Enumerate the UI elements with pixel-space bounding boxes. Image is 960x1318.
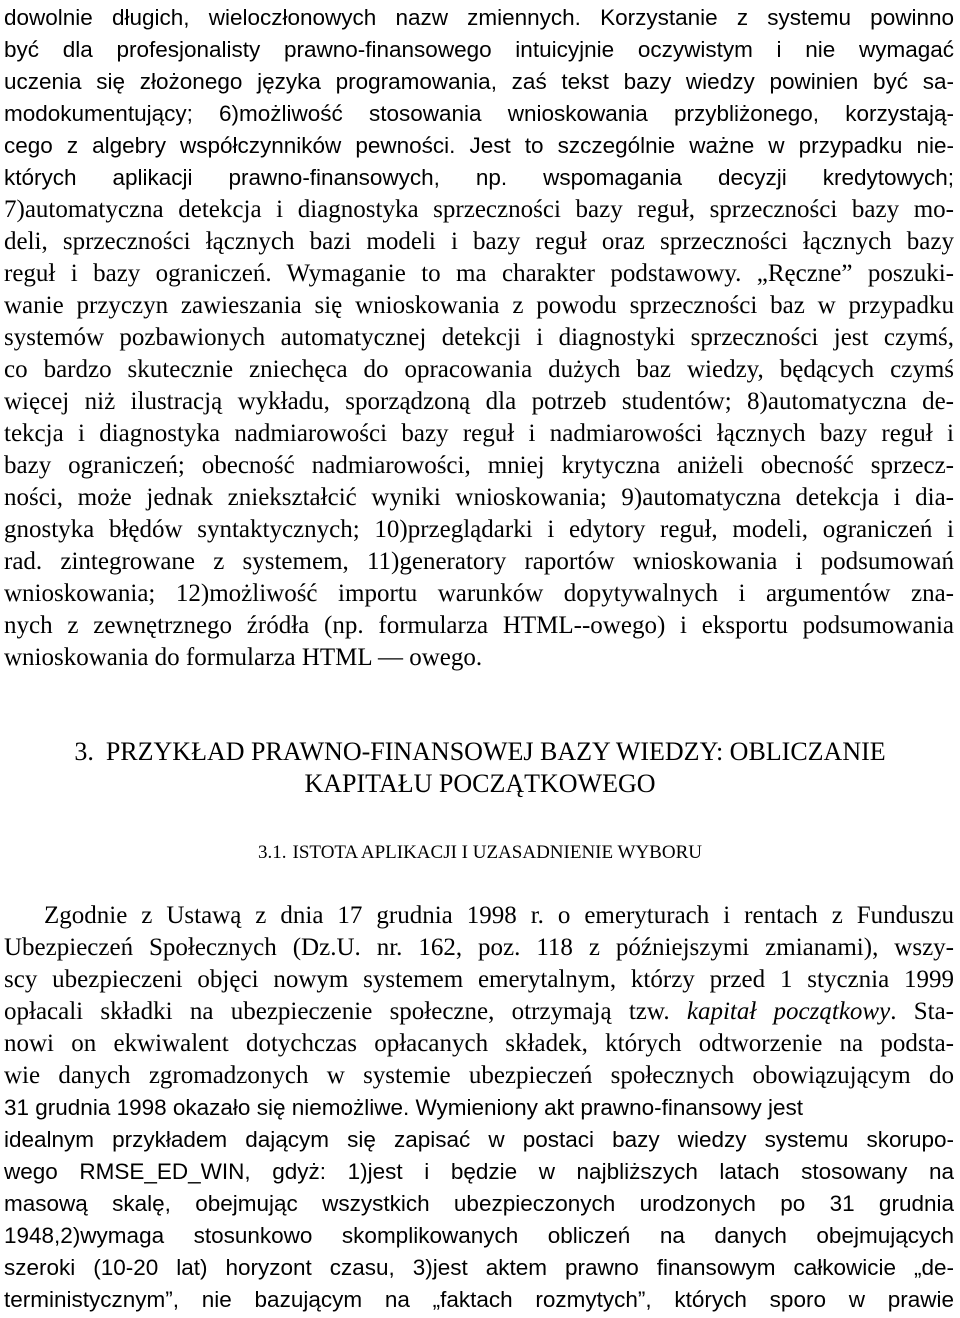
paragraph-1-line: rad. zintegrowane z systemem, 11)generatory raportów wnioskowania i podsumowań — [4, 548, 954, 575]
section-number: 3. — [74, 737, 94, 766]
paragraph-2-text: . Sta- — [890, 998, 954, 1025]
paragraph-2-line: Zgodnie z Ustawą z dnia 17 grudnia 1998 r. o emeryturach i rentach z Funduszu — [44, 902, 954, 929]
paragraph-1-line: których aplikacji prawno-finansowych, np. wspomagania decyzji kredytowych; — [4, 165, 954, 190]
paragraph-1-line: 7)automatyczna detekcja i diagnostyka sprzeczności bazy reguł, sprzeczności bazy mo- — [4, 196, 954, 223]
section-title-line-2: KAPITAŁU POCZĄTKOWEGO — [304, 769, 656, 798]
subsection-number: 3.1. — [258, 842, 287, 863]
paragraph-1-line: reguł i bazy ograniczeń. Wymaganie to ma charakter podstawowy. „Ręczne” poszuki- — [4, 260, 954, 287]
paragraph-2-line: wie danych zgromadzonych w systemie ubezpieczeń społecznych obowiązującym do — [4, 1062, 954, 1089]
paragraph-2-line: Ubezpieczeń Społecznych (Dz.U. nr. 162, poz. 118 z późniejszymi zmianami), wszy- — [4, 934, 954, 961]
paragraph-1-line: ności, może jednak zniekształcić wyniki wnioskowania; 9)automatyczna detekcja i dia- — [4, 484, 954, 511]
paragraph-1-line: tekcja i diagnostyka nadmiarowości bazy reguł i nadmiarowości łącznych bazy reguł i — [4, 420, 954, 447]
paragraph-2-line: 31 grudnia 1998 okazało się niemożliwe. Wymieniony akt prawno-finansowy jest — [4, 1095, 803, 1120]
paragraph-1-line: wnioskowania do formularza HTML — owego. — [4, 644, 483, 671]
paragraph-1-line: deli, sprzeczności łącznych bazi modeli i bazy reguł oraz sprzeczności łącznych bazy — [4, 228, 954, 255]
paragraph-1-line: wnioskowania; 12)możliwość importu warunków dopytywalnych i argumentów zna- — [4, 580, 954, 607]
paragraph-1-line: więcej niż ilustracją wykładu, sporządzoną dla potrzeb studentów; 8)automatyczna de- — [4, 388, 954, 415]
paragraph-1-line: dowolnie długich, wieloczłonowych nazw zmiennych. Korzystanie z systemu powinno — [4, 5, 954, 30]
section-heading — [0, 736, 960, 768]
paragraph-1-line: nych z zewnętrznego źródła (np. formularza HTML--owego) i eksportu podsumowania — [4, 612, 954, 639]
paragraph-1-line: modokumentujący; 6)możliwość stosowania wnioskowania przybliżonego, korzystają- — [4, 101, 954, 126]
paragraph-2-line: 1948,2)wymaga stosunkowo skomplikowanych obliczeń na danych obejmujących — [4, 1223, 954, 1248]
paragraph-1-line: cego z algebry współczynników pewności. Jest to szczególnie ważne w przypadku nie- — [4, 133, 954, 158]
paragraph-2-line: nowi on ekwiwalent dotychczas opłacanych składek, których odtworzenie na podsta- — [4, 1030, 954, 1057]
emphasized-term: kapitał początkowy — [686, 998, 891, 1025]
paragraph-2-text: opłacali składki na ubezpieczenie społeczne, otrzymają tzw. — [4, 998, 687, 1025]
paragraph-2-line: szeroki (10-20 lat) horyzont czasu, 3)jest aktem prawno finansowym całkowicie „de- — [4, 1255, 954, 1280]
paragraph-1-line: być dla profesjonalisty prawno-finansowego intuicyjnie oczywistym i nie wymagać — [4, 37, 954, 62]
paragraph-2-line: idealnym przykładem dającym się zapisać w postaci bazy wiedzy systemu skorupo- — [4, 1127, 954, 1152]
section-title-line-1: PRZYKŁAD PRAWNO-FINANSOWEJ BAZY WIEDZY: OBLICZANIE — [105, 737, 886, 766]
paragraph-1-line: gnostyka błędów syntaktycznych; 10)przeglądarki i edytory reguł, modeli, ograniczeń i — [4, 516, 954, 543]
subsection-heading — [0, 840, 960, 866]
subsection-title: ISTOTA APLIKACJI I UZASADNIENIE WYBORU — [292, 842, 702, 863]
paragraph-1-line: wanie przyczyn zawieszania się wnioskowania z powodu sprzeczności baz w przypadku — [4, 292, 954, 319]
paragraph-1-line: uczenia się złożonego języka programowania, zaś tekst bazy wiedzy powinien być sa- — [4, 69, 954, 94]
paragraph-2-line: masową skalę, obejmując wszystkich ubezpieczonych urodzonych po 31 grudnia — [4, 1191, 954, 1216]
paragraph-2-line: wego RMSE_ED_WIN, gdyż: 1)jest i będzie w najbliższych latach stosowany na — [4, 1159, 954, 1184]
paragraph-2-line — [4, 996, 954, 1028]
paragraph-1-line: bazy ograniczeń; obecność nadmiarowości, mniej krytyczna aniżeli obecność sprzecz- — [4, 452, 954, 479]
paragraph-2-line: terministycznym”, nie bazującym na „faktach rozmytych”, których sporo w prawie — [4, 1287, 954, 1312]
paragraph-2-line: scy ubezpieczeni objęci nowym systemem emerytalnym, którzy przed 1 stycznia 1999 — [4, 966, 954, 993]
paragraph-1-line: co bardzo skutecznie zniechęca do opracowania dużych baz wiedzy, będących czymś — [4, 356, 954, 383]
paragraph-1-line: systemów pozbawionych automatycznej detekcji i diagnostyki sprzeczności jest czymś, — [4, 324, 954, 351]
